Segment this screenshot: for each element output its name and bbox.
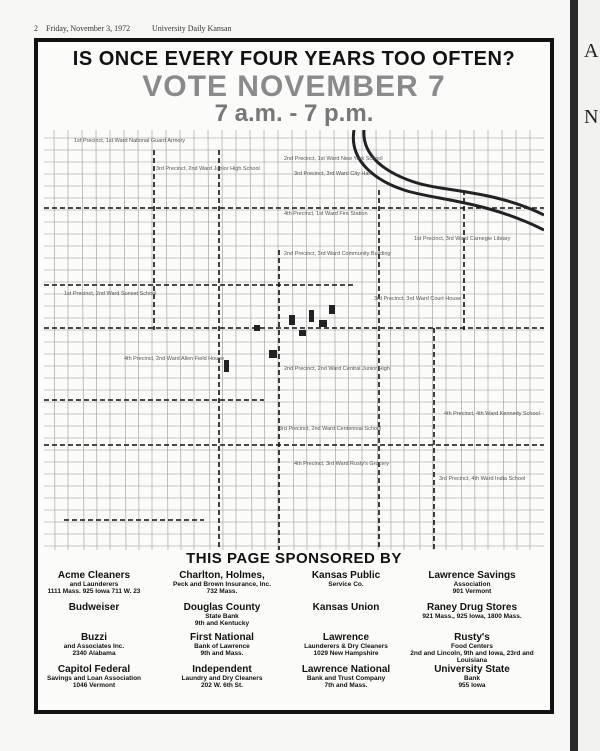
map-label: 4th Precinct, 1st Ward Fire Station [284, 211, 368, 217]
sponsor-detail: Savings and Loan Association [46, 675, 142, 682]
sponsor-name: Buzzi [80, 632, 108, 643]
map-label: 2nd Precinct, 2nd Ward Central Junior High [284, 366, 390, 372]
map-label: 4th Precinct, 2nd Ward Allen Field House [124, 356, 225, 362]
sponsor-name: Lawrence Savings [428, 570, 516, 581]
map-label: 4th Precinct, 4th Ward Kennedy School [444, 411, 540, 417]
sponsor-name: Kansas Union [312, 602, 380, 613]
street-line [222, 130, 223, 550]
map-label: 4th Precinct, 3rd Ward Rusty's Grocery [294, 461, 389, 467]
sponsor-item [30, 570, 158, 595]
sponsor-item [282, 602, 410, 613]
street-line [502, 130, 504, 550]
street-line [180, 130, 181, 550]
precinct-labels [64, 138, 540, 482]
street-line [334, 130, 336, 550]
sponsor-extra: 7th and Mass. [324, 682, 368, 690]
sponsor-name: Independent [192, 664, 252, 675]
sponsor-extra: 202 W. 6th St. [201, 682, 243, 690]
sponsor-detail: Association [453, 581, 491, 588]
street-line [250, 130, 252, 550]
sponsor-item [158, 664, 286, 689]
map-label: 3rd Precinct, 2nd Ward Centennial School [279, 426, 382, 432]
street-line [460, 130, 462, 550]
map-label: 3rd Precinct, 4th Ward India School [439, 476, 526, 482]
street-line [264, 130, 265, 550]
sponsor-name: Kansas Public [311, 570, 381, 581]
adjacent-page-letter-n: N [584, 106, 599, 128]
page-number: 2 [34, 24, 38, 33]
street-line [292, 130, 294, 550]
sponsor-item [30, 664, 158, 689]
vote-date: VOTE NOVEMBER 7 [142, 70, 446, 103]
sponsor-extra: 955 Iowa [458, 682, 486, 690]
sponsor-extra: 901 Vermont [452, 588, 492, 596]
sponsor-item [282, 570, 410, 588]
sponsor-name: Acme Cleaners [57, 570, 131, 581]
map-label: 1st Precinct, 1st Ward National Guard Armory [74, 138, 186, 144]
sponsor-item [282, 664, 410, 689]
sponsor-item [30, 632, 158, 657]
river-and-highway [353, 130, 544, 230]
sponsor-item [408, 632, 536, 664]
sponsor-extra: 732 Mass. [206, 588, 238, 596]
sponsor-detail: and Associates Inc. [63, 643, 125, 650]
map-label: 1st Precinct, 2nd Ward Sunset School [64, 291, 157, 297]
street-line [138, 130, 139, 550]
sponsor-extra: 2nd and Lincoln, 9th and Iowa, 23rd and Louisiana [410, 650, 534, 665]
sponsor-item [282, 632, 410, 657]
street-line [516, 130, 517, 550]
sponsor-detail: 921 Mass., 925 Iowa, 1800 Mass. [422, 613, 522, 620]
sponsor-extra: 2340 Alabama [72, 650, 116, 658]
issue-date: Friday, November 3, 1972 [46, 24, 131, 33]
map-label: 3rd Precinct, 2nd Ward Junior High School [156, 166, 260, 172]
street-line [348, 130, 349, 550]
sponsor-name: Charlton, Holmes, [179, 570, 265, 581]
sponsor-name: University State [434, 664, 510, 675]
sponsor-name: Rusty's [454, 632, 490, 643]
sponsor-name: Capitol Federal [57, 664, 131, 675]
street-line [82, 130, 84, 550]
sponsor-detail: Bank and Trust Company [306, 675, 386, 682]
sponsor-extra: 9th and Mass. [200, 650, 244, 658]
sponsor-name: Budweiser [68, 602, 120, 613]
sponsor-item [158, 570, 286, 595]
street-line [96, 130, 97, 550]
street-line [306, 130, 307, 550]
map-label: 1st Precinct, 3rd Ward Carnegie Library [414, 236, 511, 242]
street-line [376, 130, 378, 550]
street-line [390, 130, 391, 550]
sponsor-item [158, 602, 286, 627]
sponsor-detail: Bank of Lawrence [194, 643, 250, 650]
sponsor-extra: 1046 Vermont [72, 682, 116, 690]
sponsor-item [158, 632, 286, 657]
sponsor-item [408, 602, 536, 620]
street-line [208, 130, 210, 550]
sponsor-name: Lawrence [322, 632, 370, 643]
street-line [166, 130, 168, 550]
sponsor-item [408, 570, 536, 595]
sponsor-item [30, 602, 158, 613]
headline: IS ONCE EVERY FOUR YEARS TOO OFTEN? [72, 48, 516, 70]
newspaper-name: University Daily Kansan [152, 24, 232, 33]
sponsor-extra: 9th and Kentucky [194, 620, 250, 628]
street-line [54, 130, 55, 550]
street-line [124, 130, 126, 550]
sponsor-item [408, 664, 536, 689]
map-label: 3rd Precinct, 3rd Ward Court House [374, 296, 462, 302]
sponsor-detail: Peck and Brown Insurance, Inc. [173, 581, 271, 588]
map-label: 3rd Precinct, 3rd Ward City Hall [294, 171, 371, 177]
sponsor-extra: 1111 Mass. 925 Iowa 711 W. 23 [47, 588, 141, 596]
sponsor-name: First National [190, 632, 254, 643]
sponsor-detail: Food Centers [451, 643, 493, 650]
sponsor-extra: 1029 New Hampshire [313, 650, 379, 658]
map-label: 2nd Precinct, 3rd Ward Community Building [284, 251, 391, 257]
sponsor-detail: Bank [464, 675, 480, 682]
sponsor-detail: Service Co. [328, 581, 364, 588]
sponsor-detail: and Launderers [69, 581, 119, 588]
sponsor-name: Douglas County [183, 602, 261, 613]
sponsor-detail: Laundry and Dry Cleaners [181, 675, 263, 682]
precinct-map [44, 130, 544, 550]
sponsor-detail: State Bank [205, 613, 239, 620]
map-label: 2nd Precinct, 1st Ward New York School [284, 156, 383, 162]
sponsor-heading: THIS PAGE SPONSORED BY [186, 550, 402, 567]
sponsor-name: Raney Drug Stores [426, 602, 518, 613]
poll-hours: 7 a.m. - 7 p.m. [214, 100, 374, 127]
sponsor-detail: Launderers & Dry Cleaners [304, 643, 388, 650]
street-line [432, 130, 433, 550]
sponsor-name: Lawrence National [301, 664, 391, 675]
adjacent-page-letter-a: A [584, 40, 599, 62]
